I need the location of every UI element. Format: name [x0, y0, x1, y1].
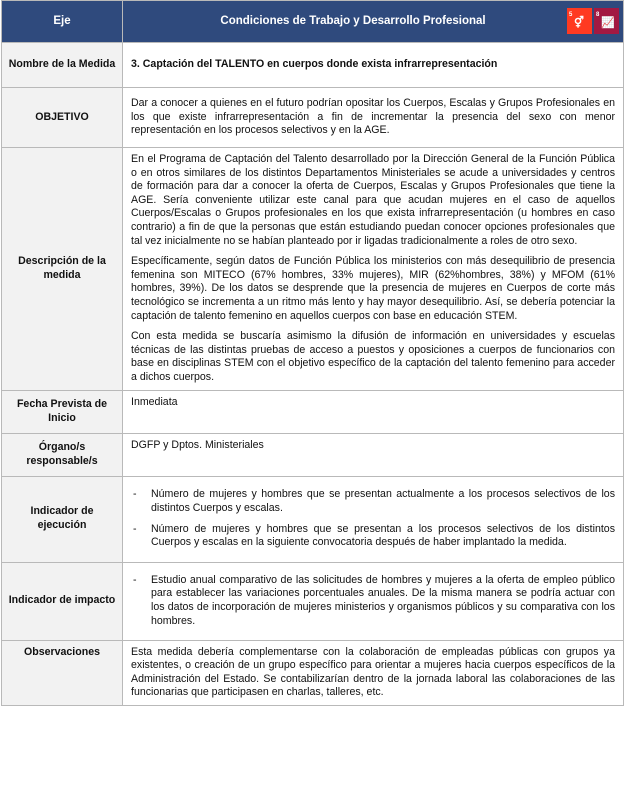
value-observaciones: Esta medida debería complementarse con la colaboración de empleadas públicas con grupos ya existentes, o creación de un grupo específico para orientar a mujeres hacia cuerpos específicos de la Administración del Estado. Se contabilizarían dentro de la jornada laboral las colaboraciones de las funcionarias que participasen en charlas, talleres, etc.: [123, 640, 624, 705]
value-impacto: [123, 562, 624, 640]
header-title: Condiciones de Trabajo y Desarrollo Profesional: [220, 14, 486, 27]
header-title-cell: [123, 1, 624, 43]
value-organo: DGFP y Dptos. Ministeriales: [123, 433, 624, 476]
label-fecha: Fecha Prevista de Inicio: [2, 390, 123, 433]
list-item: - Estudio anual comparativo de las solicitudes de hombres y mujeres a la oferta de empleo público para establecer las variaciones porcentuales anuales. De la misma manera se podría actuar con los datos de incorporación de mujeres ministerios y organismos públicos y su comparativa con los hombres.: [133, 573, 615, 627]
list-item: - Número de mujeres y hombres que se presentan actualmente a los procesos selectivos de los distintos Cuerpos y escalas.: [133, 488, 615, 514]
label-organo: Órgano/s responsable/s: [2, 433, 123, 476]
value-objetivo: Dar a conocer a quienes en el futuro podrían opositar los Cuerpos, Escalas y Grupos Profesionales en los que existe infrarrepresentación a fin de incrementar la presencia del sexo con menor representación en los procesos selectivos y en la AGE.: [123, 88, 624, 148]
gender-equality-icon: 5 ⚥: [567, 8, 592, 34]
description-paragraph: Con esta medida se buscaría asimismo la difusión de información en universidades y escuelas técnicas de las distintas pruebas de acceso a puestos y oposiciones a cuerpos de funcionarios con base en disciplinas STEM con el objetivo específico de la captación del talento femenino para acceder a dichos cuerpos.: [131, 330, 615, 383]
row-descripcion: [2, 148, 624, 391]
table-header: [2, 1, 624, 43]
description-paragraph: Específicamente, según datos de Función Pública los ministerios con más desequilibrio de presencia femenina son MITECO (67% hombres, 33% mujeres), MIR (62%hombres, 38%) y MFOM (61% hombres, 39%). De los datos se desprende que la presencia de mujeres en Cuerpos de corte más tecnológico se incrementa a un ritmo más lento y hay mayor desequilibrio. Así, se debería potenciar la captación de talento femenino en aquellos cuerpos con base en educación STEM.: [131, 255, 615, 322]
label-observaciones: Observaciones: [2, 640, 123, 705]
row-nombre: [2, 43, 624, 88]
row-ejecucion: [2, 476, 624, 562]
label-objetivo: OBJETIVO: [2, 88, 123, 148]
value-descripcion: [123, 148, 624, 391]
row-fecha: [2, 390, 624, 433]
label-impacto: Indicador de impacto: [2, 562, 123, 640]
row-impacto: [2, 562, 624, 640]
label-nombre: Nombre de la Medida: [2, 43, 123, 88]
value-nombre: 3. Captación del TALENTO en cuerpos donde exista infrarrepresentación: [123, 43, 624, 88]
list-item: - Número de mujeres y hombres que se presentan a los procesos selectivos de los distintos Cuerpos y escalas en la siguiente convocatoria después de haber implantado la medida.: [133, 522, 615, 549]
ejecucion-list: [131, 488, 615, 549]
value-ejecucion: [123, 476, 624, 562]
row-objetivo: [2, 88, 624, 148]
row-observaciones: [2, 640, 624, 705]
sdg-icons: [567, 8, 619, 34]
value-fecha: Inmediata: [123, 390, 624, 433]
measure-table: [1, 0, 624, 706]
label-descripcion: Descripción de la medida: [2, 148, 123, 391]
header-eje: Eje: [2, 1, 123, 43]
label-ejecucion: Indicador de ejecución: [2, 476, 123, 562]
impacto-list: [131, 574, 615, 628]
row-organo: [2, 433, 624, 476]
decent-work-icon: 8 📈: [594, 8, 619, 34]
description-paragraph: En el Programa de Captación del Talento desarrollado por la Dirección General de la Función Pública o en otros similares de los distintos Departamentos Ministeriales se acude a universidades y centros de formación para dar a conocer la oferta de Cuerpos, Escalas y Grupos Profesionales que tiene la AGE. Sería conveniente utilizar este canal para que acudan mujeres en el caso de aquellos Cuerpos/Escalas o Grupos profesionales en los que exista infrarrepresentación (u hombres en caso contrario) a fin de que la personas que están estudiando puedan conocer opciones profesionales que tal vez inicialmente no se habían planteado por ir ligadas tradicionalmente a roles de otro sexo.: [131, 153, 615, 247]
